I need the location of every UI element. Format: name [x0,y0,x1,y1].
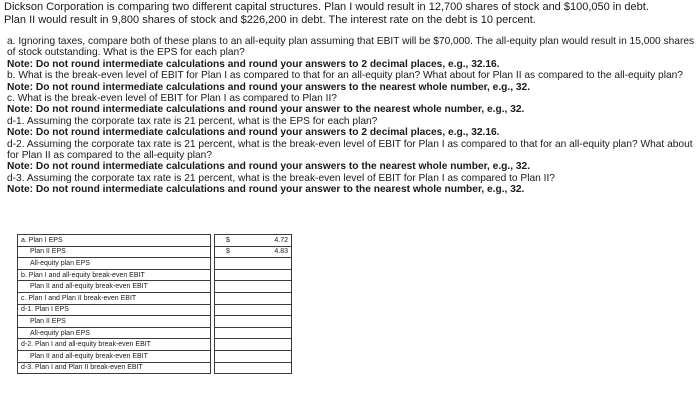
answer-input[interactable] [215,316,292,328]
table-row [18,304,292,316]
answer-table [17,234,292,374]
answer-input[interactable] [215,327,292,339]
answer-input[interactable] [215,281,292,293]
answer-input[interactable] [215,304,292,316]
intro-line-1: Dickson Corporation is comparing two different capital structures. Plan I would result in 12,700 shares of stock and $100,050 in debt. [4,1,649,13]
question-c: c. What is the break-even level of EBIT for Plan I as compared to Plan II? [7,93,337,105]
row-label: a. Plan I EPS [18,235,211,247]
note-a: Note: Do not round intermediate calculations and round your answers to 2 decimal places, e.g., 32.16. [7,58,500,70]
answer-input[interactable] [215,246,292,258]
question-a: a. Ignoring taxes, compare both of these plans to an all-equity plan assuming that EBIT will be $70,000. The all-equity plan would result in 15,000 shares of stock outstanding. What is the EPS for each plan? [7,36,695,59]
table-row [18,339,292,351]
answer-value: 4.72 [274,236,288,244]
currency-symbol: $ [226,248,230,256]
row-label: d-3. Plan I and Plan II break-even EBIT [18,362,211,374]
table-row [18,292,292,304]
table-row [18,281,292,293]
row-label: b. Plan I and all-equity break-even EBIT [18,269,211,281]
answer-input[interactable] [215,235,292,247]
row-label: Plan II and all-equity break-even EBIT [18,281,211,293]
row-label: All-equity plan EPS [18,327,211,339]
note-d3: Note: Do not round intermediate calculations and round your answer to the nearest whole number, e.g., 32. [7,184,525,196]
currency-symbol: $ [226,236,230,244]
note-c: Note: Do not round intermediate calculations and round your answer to the nearest whole number, e.g., 32. [7,104,525,116]
question-d2: d-2. Assuming the corporate tax rate is 21 percent, what is the break-even level of EBIT for Plan I as compared to that for an all-equity plan? What about for Plan II as compared to the all-equity plan? [7,138,693,162]
question-list [7,36,695,196]
table-row [18,269,292,281]
note-b: Note: Do not round intermediate calculations and round your answers to the nearest whole number, e.g., 32. [7,81,531,93]
table-row [18,246,292,258]
row-label: All-equity plan EPS [18,258,211,270]
answer-value: 4.83 [274,248,288,256]
answer-input[interactable] [215,339,292,351]
answer-input[interactable] [215,292,292,304]
table-row [18,258,292,270]
row-label: Plan II and all-equity break-even EBIT [18,350,211,362]
row-label: Plan II EPS [18,246,211,258]
problem-intro [4,1,696,26]
table-row [18,350,292,362]
note-d2: Note: Do not round intermediate calculations and round your answers to the nearest whole number, e.g., 32. [7,161,531,173]
question-b: b. What is the break-even level of EBIT for Plan I as compared to that for an all-equity plan? What about for Plan II as compared to the all-equity plan? [7,70,683,82]
question-d1: d-1. Assuming the corporate tax rate is 21 percent, what is the EPS for each plan? [7,115,378,127]
table-row [18,362,292,374]
answer-input[interactable] [215,362,292,374]
intro-line-2: Plan II would result in 9,800 shares of stock and $226,200 in debt. The interest rate on the debt is 10 percent. [4,13,536,26]
row-label: d-1. Plan I EPS [18,304,211,316]
table-row [18,327,292,339]
row-label: Plan II EPS [18,316,211,328]
note-d1: Note: Do not round intermediate calculations and round your answers to 2 decimal places, e.g., 32.16. [7,127,500,139]
answer-input[interactable] [215,258,292,270]
row-label: d-2. Plan I and all-equity break-even EBIT [18,339,211,351]
answer-input[interactable] [215,269,292,281]
row-label: c. Plan I and Plan II break-even EBIT [18,292,211,304]
table-row [18,235,292,247]
table-row [18,316,292,328]
answer-input[interactable] [215,350,292,362]
question-d3: d-3. Assuming the corporate tax rate is 21 percent, what is the break-even level of EBIT for Plan I as compared to Plan II? [7,172,555,184]
